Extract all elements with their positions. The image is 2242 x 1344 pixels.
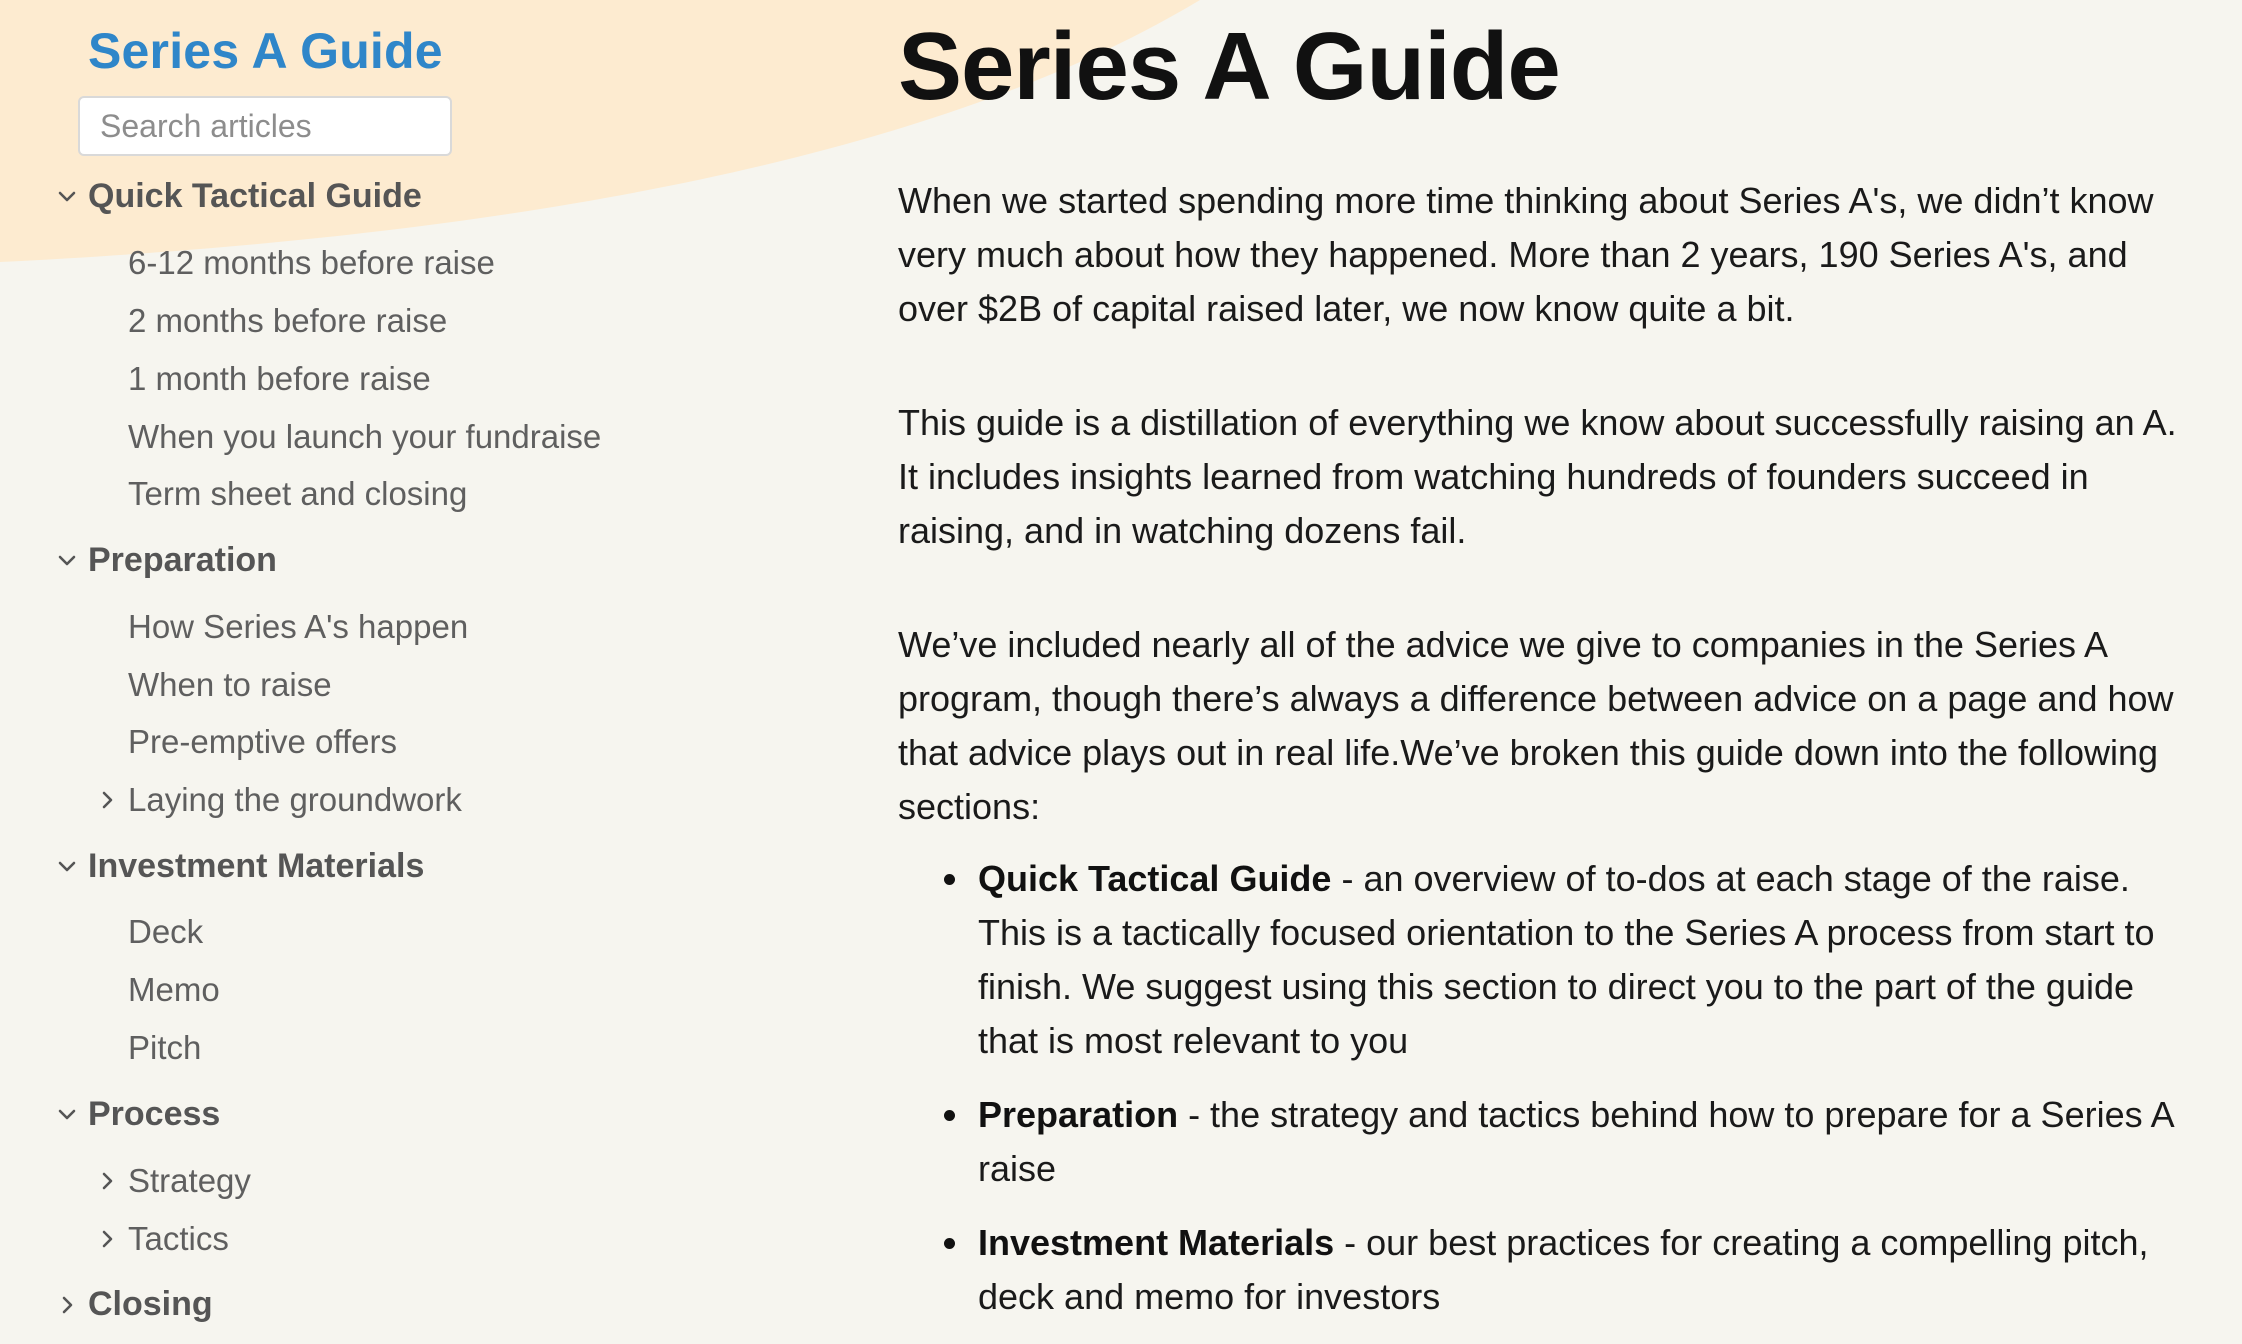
list-item: [978, 1088, 2188, 1196]
chevron-down-icon[interactable]: [56, 856, 78, 878]
chevron-right-icon[interactable]: [96, 1228, 118, 1250]
page-title: Series A Guide: [898, 13, 1560, 120]
list-item: [978, 1216, 2188, 1324]
sidebar-item-6-12-months[interactable]: 6-12 months before raise: [128, 244, 495, 281]
search-input[interactable]: [78, 96, 452, 156]
sidebar-item-1-month[interactable]: 1 month before raise: [128, 360, 431, 397]
list-item-text: - our best practices for creating a compelling pitch, deck and memo for investors: [978, 1222, 2149, 1317]
sidebar-item-pitch[interactable]: Pitch: [128, 1029, 202, 1066]
sidebar-section-investment-materials[interactable]: Investment Materials: [88, 847, 425, 885]
sidebar-section-process[interactable]: Process: [88, 1095, 221, 1133]
sidebar-item-when-to-raise[interactable]: When to raise: [128, 666, 332, 703]
sidebar-item-pre-emptive-offers[interactable]: Pre-emptive offers: [128, 723, 397, 760]
list-item-text: - the strategy and tactics behind how to prepare for a Series A raise: [978, 1094, 2173, 1189]
sidebar-item-memo[interactable]: Memo: [128, 971, 220, 1008]
list-item-title: Preparation: [978, 1094, 1179, 1135]
chevron-down-icon[interactable]: [56, 550, 78, 572]
chevron-right-icon[interactable]: [96, 789, 118, 811]
brand-title[interactable]: Series A Guide: [88, 23, 443, 79]
chevron-down-icon[interactable]: [56, 186, 78, 208]
sections-intro-paragraph: We’ve included nearly all of the advice we give to companies in the Series A program, though there’s always a difference between advice on a page and how that advice plays out in real life.We’ve broken this guide down into the following sections:: [898, 624, 2174, 827]
sidebar-section-quick-tactical-guide[interactable]: Quick Tactical Guide: [88, 177, 422, 215]
list-item-title: Investment Materials: [978, 1222, 1335, 1263]
sidebar-item-tactics[interactable]: Tactics: [128, 1220, 229, 1257]
list-item-text: - an overview of to-dos at each stage of the raise. This is a tactically focused orientation to the Series A process from start to finish. We suggest using this section to direct you to the part of the guide that is most relevant to you: [978, 858, 2155, 1061]
sections-list: [978, 852, 2188, 1344]
sidebar-section-preparation[interactable]: Preparation: [88, 541, 277, 579]
list-item: [978, 852, 2188, 1068]
sidebar-item-term-sheet[interactable]: Term sheet and closing: [128, 475, 468, 512]
sidebar-item-deck[interactable]: Deck: [128, 913, 204, 950]
sidebar-item-laying-groundwork[interactable]: Laying the groundwork: [128, 781, 462, 818]
sidebar-item-how-series-a-happen[interactable]: How Series A's happen: [128, 608, 469, 645]
intro-paragraph: When we started spending more time thinking about Series A's, we didn’t know very much about how they happened. More than 2 years, 190 Series A's, and over $2B of capital raised later, we now know quite a bit.: [898, 180, 2154, 329]
chevron-down-icon[interactable]: [56, 1104, 78, 1126]
sidebar: [0, 0, 820, 1332]
guide-description-paragraph: This guide is a distillation of everything we know about successfully raising an A. It includes insights learned from watching hundreds of founders succeed in raising, and in watching dozens fail.: [898, 402, 2177, 551]
sidebar-item-2-months[interactable]: 2 months before raise: [128, 302, 448, 339]
sidebar-section-closing[interactable]: Closing: [88, 1285, 213, 1323]
chevron-right-icon[interactable]: [56, 1294, 78, 1316]
sidebar-item-strategy[interactable]: Strategy: [128, 1162, 251, 1199]
sidebar-item-launch-fundraise[interactable]: When you launch your fundraise: [128, 418, 602, 455]
chevron-right-icon[interactable]: [96, 1170, 118, 1192]
list-item-title: Quick Tactical Guide: [978, 858, 1332, 899]
